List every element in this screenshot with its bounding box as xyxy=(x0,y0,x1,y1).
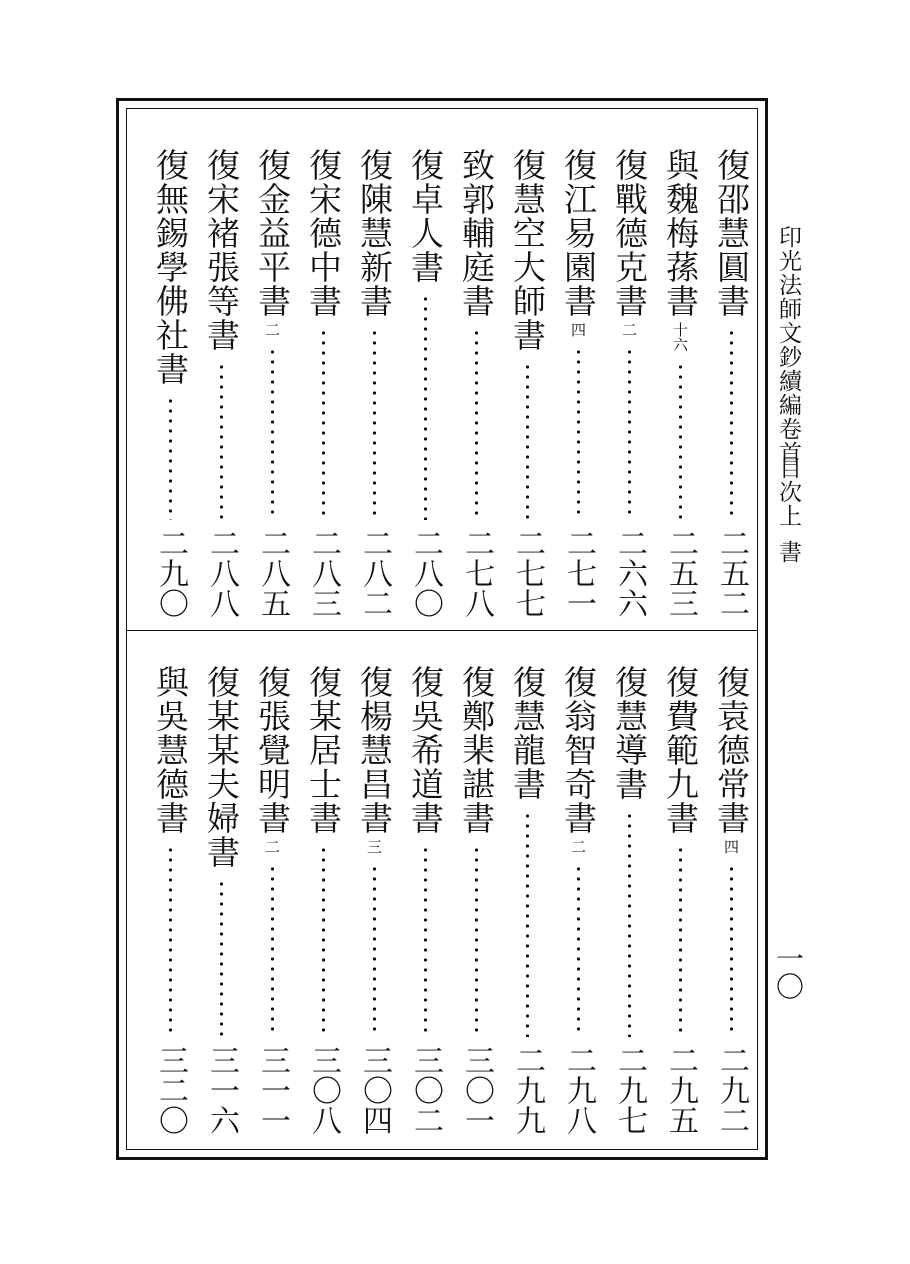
entry-title: 復宋德中書 xyxy=(304,148,343,318)
toc-entry[interactable] xyxy=(147,148,193,618)
entry-title: 與魏梅蓀書 xyxy=(661,148,700,318)
dot-leader xyxy=(628,347,631,520)
entry-title: 復某居士書 xyxy=(304,665,343,835)
entry-note: 二 xyxy=(569,839,587,854)
dot-leader xyxy=(577,347,580,520)
entry-title: 致郭輔庭書 xyxy=(457,148,496,318)
entry-page: 二九〇 xyxy=(153,528,188,618)
dot-leader xyxy=(526,362,529,520)
dot-leader xyxy=(526,811,529,1037)
toc-entry[interactable] xyxy=(198,665,244,1135)
toc-entry[interactable] xyxy=(198,148,244,618)
entry-page: 三一一 xyxy=(255,1045,290,1135)
entry-page: 二九九 xyxy=(510,1045,545,1135)
entry-page: 二九七 xyxy=(612,1045,647,1135)
dot-leader xyxy=(424,845,427,1037)
dot-leader xyxy=(679,845,682,1037)
entry-title: 復無錫學佛社書 xyxy=(151,148,190,386)
toc-entry[interactable] xyxy=(555,665,601,1135)
entry-note: 二 xyxy=(263,322,281,337)
entry-title: 復張覺明書 xyxy=(253,665,292,835)
dot-leader xyxy=(373,328,376,520)
entry-page: 二六六 xyxy=(612,528,647,618)
entry-note: 三 xyxy=(365,839,383,854)
toc-entry[interactable] xyxy=(453,148,499,618)
dot-leader xyxy=(475,845,478,1037)
entry-note: 十六 xyxy=(671,322,689,352)
entry-title: 復某某夫婦書 xyxy=(202,665,241,869)
entry-page: 二八三 xyxy=(306,528,341,618)
toc-entry[interactable] xyxy=(351,148,397,618)
entry-page: 三〇二 xyxy=(408,1045,443,1135)
entry-page: 三〇八 xyxy=(306,1045,341,1135)
dot-leader xyxy=(271,347,274,520)
entry-title: 復卓人書 xyxy=(406,148,445,284)
entry-note: 四 xyxy=(722,839,740,854)
toc-entry[interactable] xyxy=(708,665,754,1135)
entry-title: 復吳希道書 xyxy=(406,665,445,835)
entry-title: 復慧空大師書 xyxy=(508,148,547,352)
entry-page: 三〇四 xyxy=(357,1045,392,1135)
dot-leader xyxy=(730,328,733,520)
dot-leader xyxy=(322,328,325,520)
entry-page: 二五二 xyxy=(714,528,749,618)
book-title: 印光法師文鈔續編卷首 xyxy=(775,225,801,465)
entry-title: 復宋褚張等書 xyxy=(202,148,241,352)
dot-leader xyxy=(169,396,172,520)
entry-page: 三〇一 xyxy=(459,1045,494,1135)
toc-entry[interactable] xyxy=(300,148,346,618)
entry-title: 復金益平書 xyxy=(253,148,292,318)
entry-page: 三二〇 xyxy=(153,1045,188,1135)
toc-entry[interactable] xyxy=(657,148,703,618)
entry-page: 二九五 xyxy=(663,1045,698,1135)
entry-note: 二 xyxy=(263,839,281,854)
toc-entry[interactable] xyxy=(504,665,550,1135)
entry-title: 復楊慧昌書 xyxy=(355,665,394,835)
dot-leader xyxy=(220,879,223,1037)
entry-page: 二八二 xyxy=(357,528,392,618)
entry-note: 四 xyxy=(569,322,587,337)
toc-entry[interactable] xyxy=(606,665,652,1135)
toc-entry[interactable] xyxy=(453,665,499,1135)
toc-entry[interactable] xyxy=(402,665,448,1135)
dot-leader xyxy=(628,811,631,1037)
entry-page: 二七八 xyxy=(459,528,494,618)
entry-note: 二 xyxy=(620,322,638,337)
entry-title: 復邵慧圓書 xyxy=(712,148,751,318)
toc-entry[interactable] xyxy=(147,665,193,1135)
dot-leader xyxy=(679,362,682,520)
dot-leader xyxy=(322,845,325,1037)
entry-title: 復袁德常書 xyxy=(712,665,751,835)
toc-entry[interactable] xyxy=(657,665,703,1135)
toc-panel-top xyxy=(126,108,758,630)
chapter-label: 書 xyxy=(775,540,801,563)
toc-entry[interactable] xyxy=(402,148,448,618)
entry-page: 三一六 xyxy=(204,1045,239,1135)
toc-panel-bottom xyxy=(126,631,758,1150)
toc-entry[interactable] xyxy=(555,148,601,618)
dot-leader xyxy=(373,864,376,1037)
entry-page: 二七一 xyxy=(561,528,596,618)
toc-entry[interactable] xyxy=(606,148,652,618)
toc-entry[interactable] xyxy=(300,665,346,1135)
section-label: 目次上 xyxy=(775,456,801,528)
entry-title: 與吳慧德書 xyxy=(151,665,190,835)
entry-title: 復江易園書 xyxy=(559,148,598,318)
entry-title: 復翁智奇書 xyxy=(559,665,598,835)
toc-entry[interactable] xyxy=(504,148,550,618)
entry-page: 二八八 xyxy=(204,528,239,618)
toc-entry[interactable] xyxy=(249,148,295,618)
dot-leader xyxy=(424,294,427,520)
entry-title: 復慧導書 xyxy=(610,665,649,801)
page-number: 一〇 xyxy=(772,944,805,1000)
entry-title: 復戰德克書 xyxy=(610,148,649,318)
entry-page: 二九八 xyxy=(561,1045,596,1135)
dot-leader xyxy=(220,362,223,520)
entry-page: 二八〇 xyxy=(408,528,443,618)
entry-title: 復陳慧新書 xyxy=(355,148,394,318)
entry-title: 復鄭棐諶書 xyxy=(457,665,496,835)
entry-title: 復慧龍書 xyxy=(508,665,547,801)
entry-page: 二五三 xyxy=(663,528,698,618)
dot-leader xyxy=(271,864,274,1037)
toc-entry[interactable] xyxy=(351,665,397,1135)
dot-leader xyxy=(169,845,172,1037)
dot-leader xyxy=(475,328,478,520)
entry-page: 二九二 xyxy=(714,1045,749,1135)
entry-page: 二八五 xyxy=(255,528,290,618)
toc-entry[interactable] xyxy=(708,148,754,618)
dot-leader xyxy=(730,864,733,1037)
dot-leader xyxy=(577,864,580,1037)
toc-entry[interactable] xyxy=(249,665,295,1135)
entry-title: 復費範九書 xyxy=(661,665,700,835)
entry-page: 二七七 xyxy=(510,528,545,618)
